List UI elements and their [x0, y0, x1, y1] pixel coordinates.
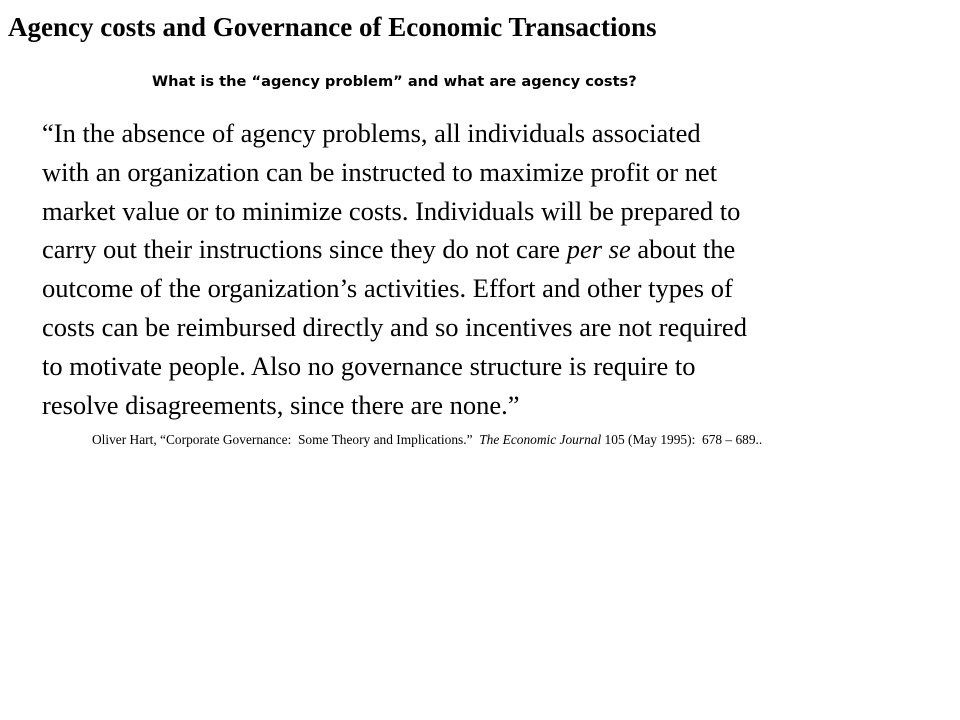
citation-journal: The Economic Journal — [479, 432, 602, 447]
quote-line-text: carry out their instructions since they do not care — [42, 234, 567, 265]
slide-subtitle: What is the “agency problem” and what are agency costs? — [152, 73, 637, 90]
quote-italic-phrase: per se — [566, 234, 631, 265]
quote-line: with an organization can be instructed to maximize profit or net — [42, 156, 718, 187]
quote-line: costs can be reimbursed directly and so incentives are not required — [42, 311, 747, 342]
quote-line: to motivate people. Also no governance structure is require to — [42, 350, 696, 381]
citation-details: 105 (May 1995): 678 – 689.. — [601, 432, 763, 447]
slide-title: Agency costs and Governance of Economic Transactions — [8, 12, 657, 42]
citation — [92, 430, 762, 450]
citation-author-article: Oliver Hart, “Corporate Governance: Some Theory and Implications.” — [92, 432, 480, 447]
quote-line: resolve disagreements, since there are none.” — [42, 389, 520, 420]
quote-line: outcome of the organization’s activities. Effort and other types of — [42, 273, 733, 304]
quote-line — [42, 230, 942, 269]
quote-line: market value or to minimize costs. Individuals will be prepared to — [42, 195, 741, 226]
quote-line: “In the absence of agency problems, all individuals associated — [42, 118, 701, 148]
hart-quote — [42, 114, 942, 424]
quote-line-text: about the — [630, 234, 736, 265]
